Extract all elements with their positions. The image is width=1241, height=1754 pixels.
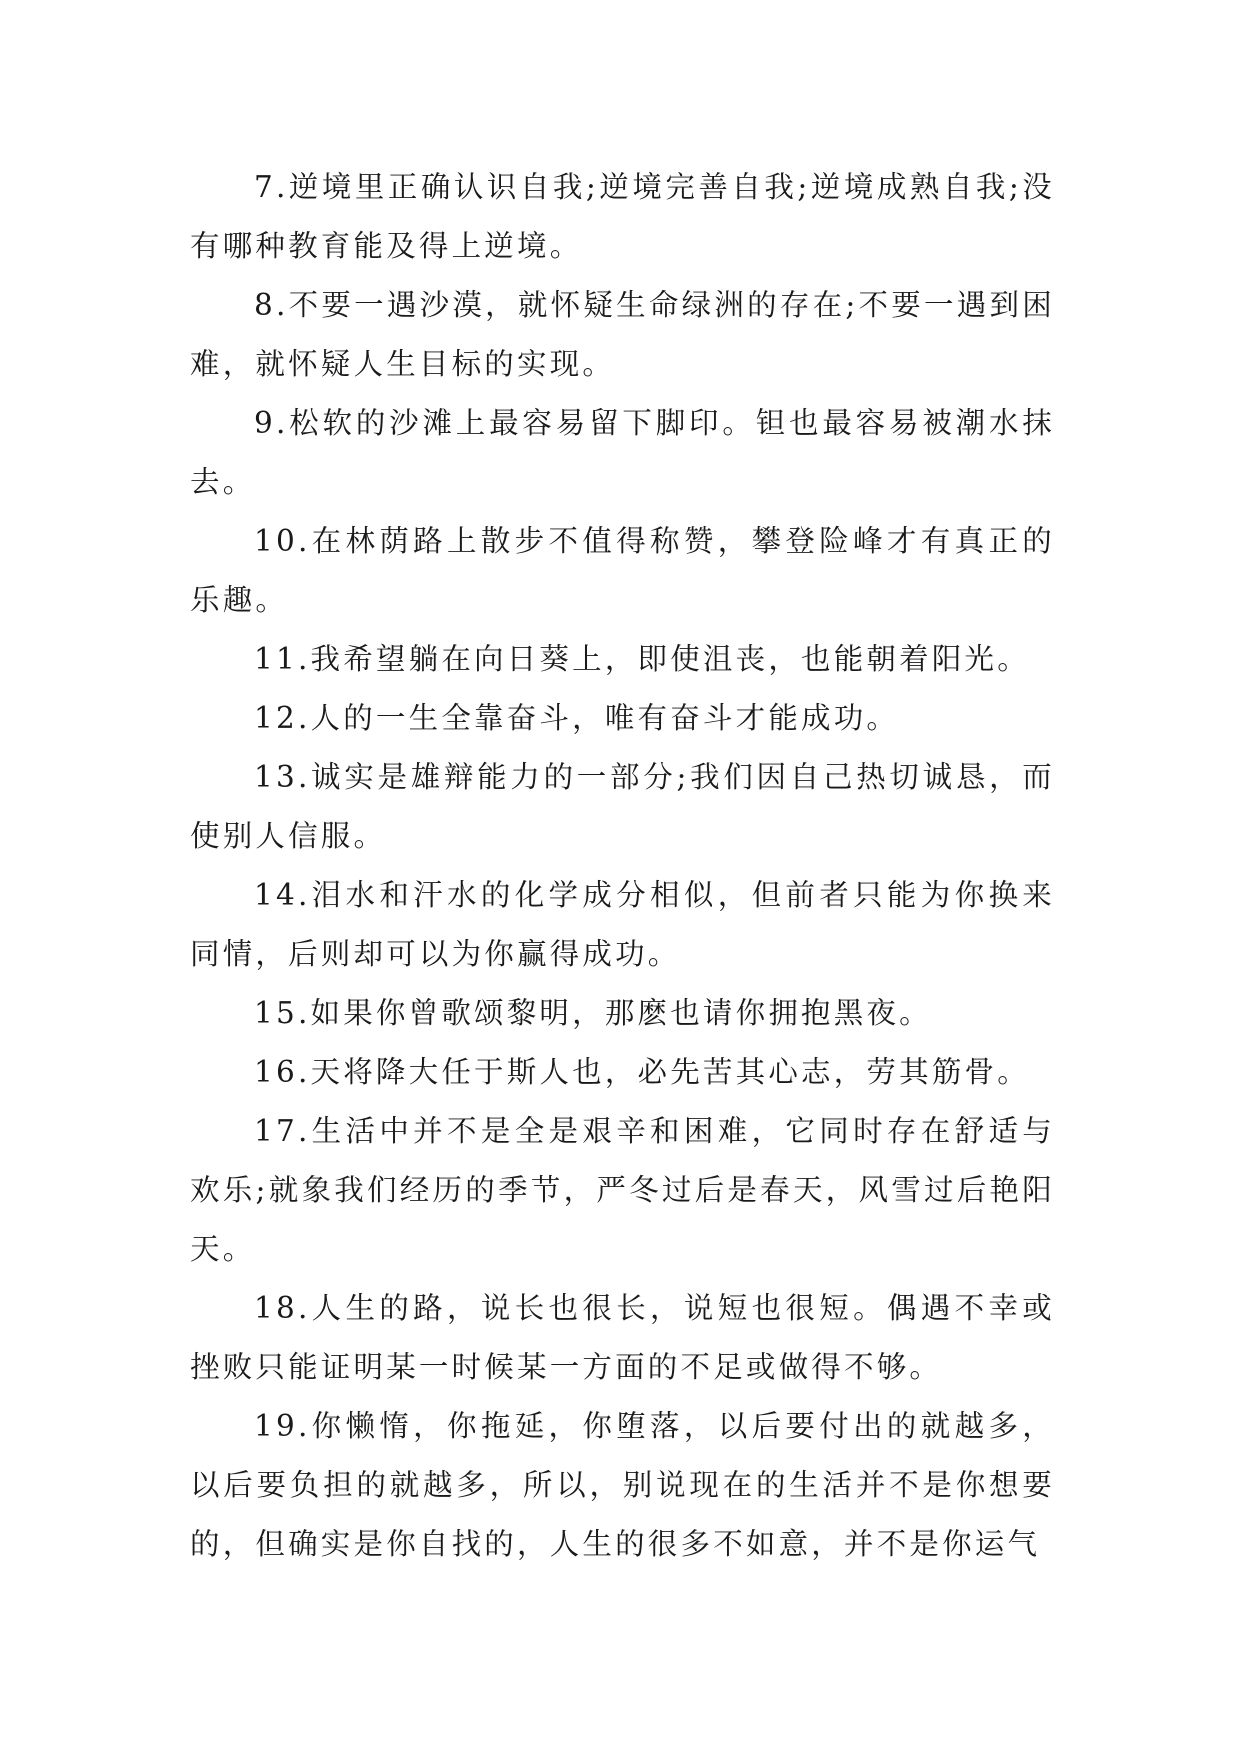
paragraph-19: 19.你懒惰，你拖延，你堕落，以后要付出的就越多，以后要负担的就越多，所以，别说现在的生活并不是你想要的，但确实是你自找的，人生的很多不如意，并不是你运气 — [190, 1409, 1055, 1561]
paragraph-11: 11.我希望躺在向日葵上，即使沮丧，也能朝着阳光。 — [254, 642, 1030, 676]
paragraph-13: 13.诚实是雄辩能力的一部分;我们因自己热切诚恳，而使别人信服。 — [190, 760, 1055, 853]
document-body — [190, 158, 1055, 1574]
paragraph-10: 10.在林荫路上散步不值得称赞，攀登险峰才有真正的乐趣。 — [190, 524, 1055, 617]
paragraph-16: 16.天将降大任于斯人也，必先苦其心志，劳其筋骨。 — [254, 1055, 1030, 1089]
paragraph-8: 8.不要一遇沙漠，就怀疑生命绿洲的存在;不要一遇到困难，就怀疑人生目标的实现。 — [190, 288, 1055, 381]
paragraph-7: 7.逆境里正确认识自我;逆境完善自我;逆境成熟自我;没有哪种教育能及得上逆境。 — [190, 170, 1055, 263]
paragraph-15: 15.如果你曾歌颂黎明，那麽也请你拥抱黑夜。 — [254, 996, 932, 1030]
paragraph-18: 18.人生的路，说长也很长，说短也很短。偶遇不幸或挫败只能证明某一时候某一方面的不足或做得不够。 — [190, 1291, 1055, 1384]
paragraph-17: 17.生活中并不是全是艰辛和困难，它同时存在舒适与欢乐;就象我们经历的季节，严冬过后是春天，风雪过后艳阳天。 — [190, 1114, 1055, 1266]
paragraph-9: 9.松软的沙滩上最容易留下脚印。钽也最容易被潮水抹去。 — [190, 406, 1055, 499]
paragraph-14: 14.泪水和汗水的化学成分相似，但前者只能为你换来同情，后则却可以为你赢得成功。 — [190, 878, 1055, 971]
paragraph-12: 12.人的一生全靠奋斗，唯有奋斗才能成功。 — [254, 701, 900, 735]
